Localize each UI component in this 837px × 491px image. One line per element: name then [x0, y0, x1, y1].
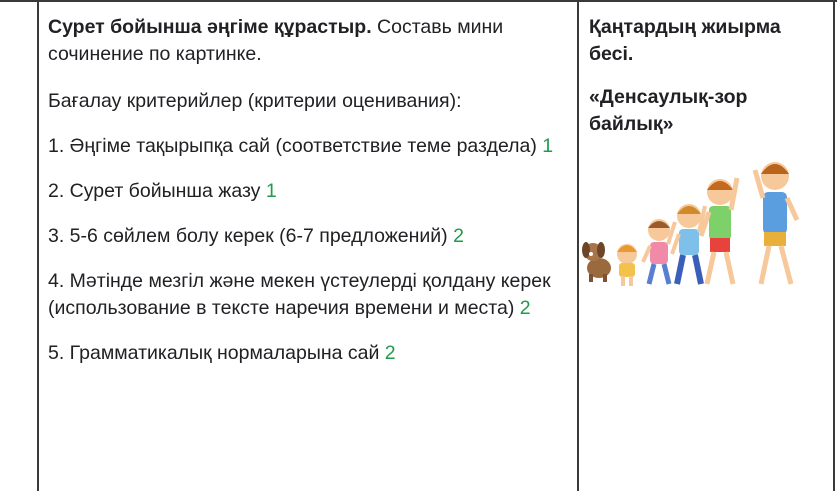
- task-column: [48, 14, 568, 367]
- table-left-border: [37, 0, 39, 491]
- date-text: Қаңтардың жиырма бесі.: [589, 16, 781, 65]
- info-column: [589, 14, 829, 138]
- topic-text: «Денсаулық-зор байлық»: [589, 86, 748, 135]
- child-figure-2: [643, 219, 675, 284]
- child-figure-3: [672, 204, 705, 284]
- task-heading: [48, 14, 568, 68]
- child-figure-5: [755, 162, 797, 284]
- criterion-score: 2: [384, 342, 396, 364]
- criterion-4: 4. Мәтінде мезгіл және мекен үстеулерді қолдану керек (использование в тексте наречия времени и места) 2: [48, 270, 551, 319]
- criterion-score: 1: [265, 180, 277, 202]
- criterion-3: 3. 5-6 сөйлем болу керек (6-7 предложений) 2: [48, 225, 464, 247]
- exercising-kids-illustration: [577, 150, 835, 290]
- dog-figure: [582, 242, 611, 282]
- table-top-border: [0, 0, 837, 2]
- task-title-kazakh: Сурет бойынша әңгіме құрастыр.: [48, 16, 372, 38]
- criterion-2: 2. Сурет бойынша жазу 1: [48, 180, 277, 202]
- child-figure-1: [617, 244, 637, 286]
- child-figure-4: [701, 178, 737, 284]
- criteria-heading: Бағалау критерийлер (критерии оценивания):: [48, 90, 462, 112]
- criterion-score: 2: [453, 225, 464, 247]
- criterion-score: 2: [519, 297, 531, 319]
- criterion-5: 5. Грамматикалық нормаларына сай 2: [48, 342, 396, 364]
- task-title-russian: Составь мини сочинение по картинке.: [48, 16, 504, 65]
- criterion-1: 1. Әңгіме тақырыпқа сай (соответствие теме раздела) 1: [48, 135, 554, 157]
- criterion-score: 1: [542, 135, 554, 157]
